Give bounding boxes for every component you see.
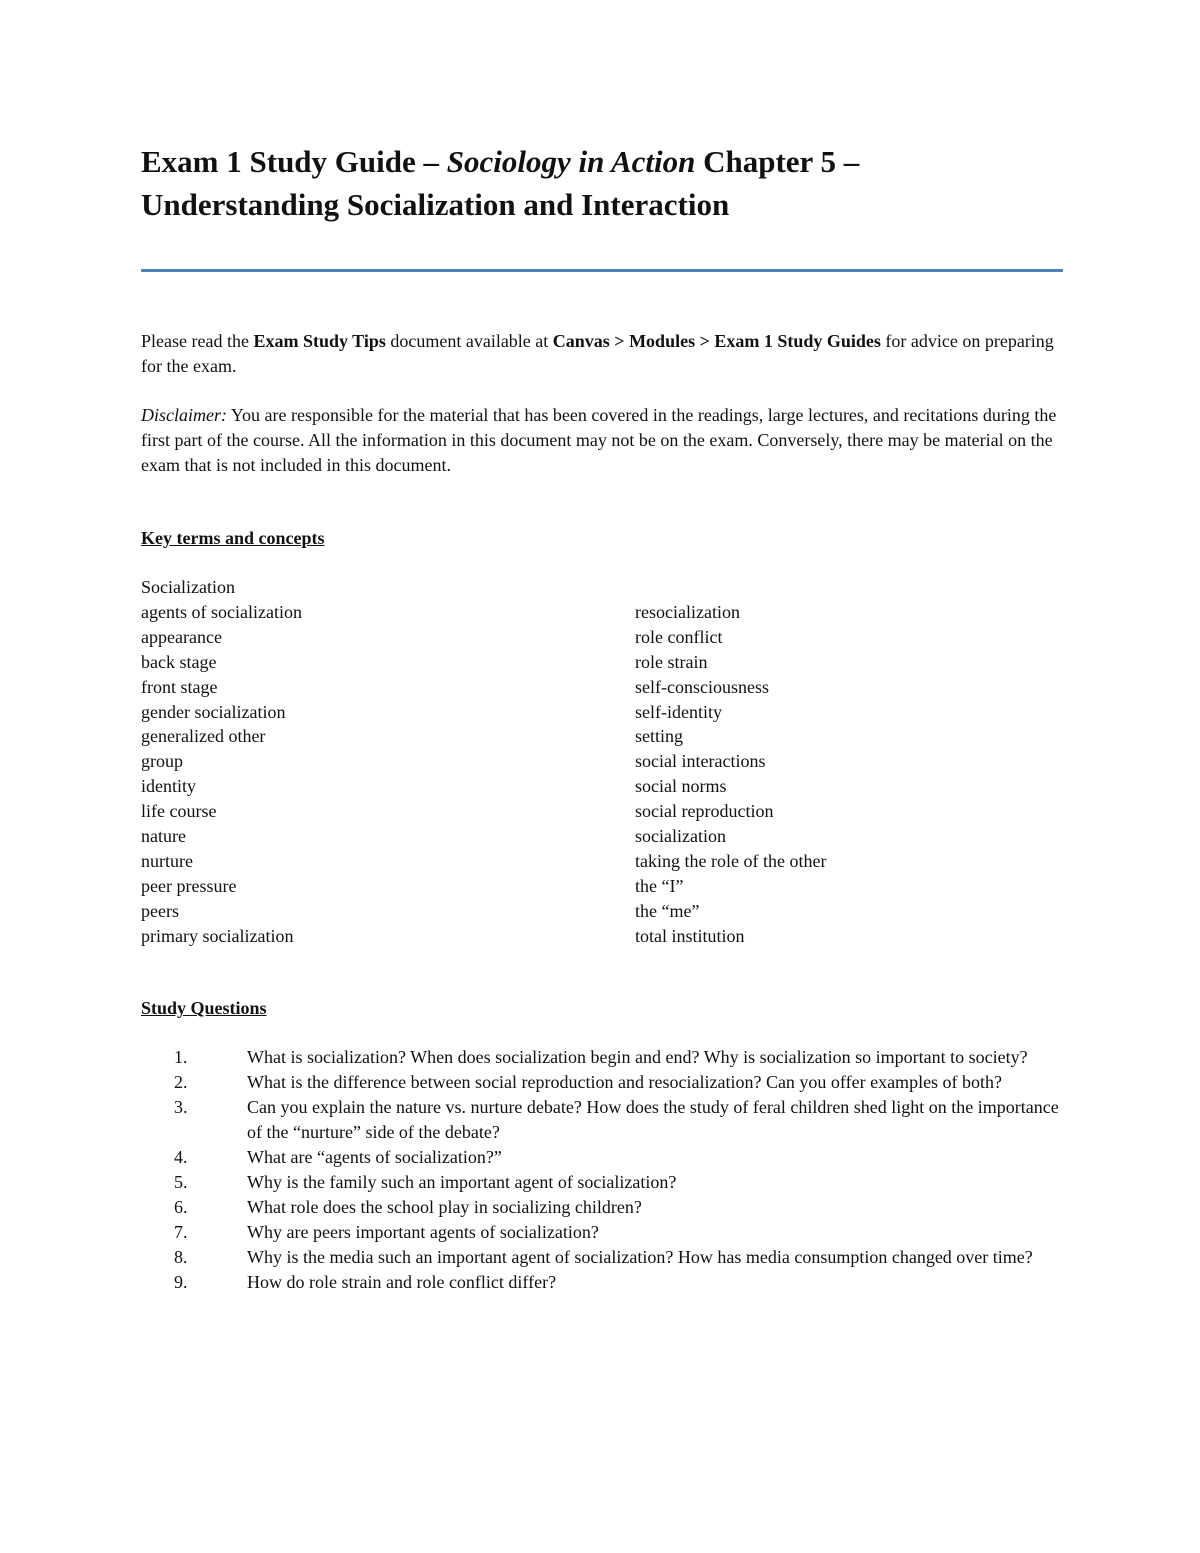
question-number: 8. xyxy=(174,1247,188,1268)
key-term: identity xyxy=(141,776,196,797)
question-text: Why are peers important agents of socialization? xyxy=(247,1222,599,1243)
key-term: gender socialization xyxy=(141,701,286,722)
study-question xyxy=(141,1070,1063,1095)
disclaimer-label: Disclaimer: xyxy=(141,405,227,425)
key-term: social reproduction xyxy=(635,801,774,822)
key-term: self-consciousness xyxy=(635,676,769,697)
title-book-name: Sociology in Action xyxy=(446,144,696,179)
key-terms-left-column xyxy=(141,600,635,948)
key-term: self-identity xyxy=(635,701,722,722)
intro-bold-doc-name: Exam Study Tips xyxy=(253,331,386,351)
key-term: nurture xyxy=(141,850,193,871)
title-part-1: Exam 1 Study Guide – xyxy=(141,144,447,179)
key-term: peer pressure xyxy=(141,875,237,896)
question-text: Why is the family such an important agent of socialization? xyxy=(247,1172,677,1193)
key-term: generalized other xyxy=(141,726,266,747)
key-terms-list xyxy=(141,575,1063,948)
question-number: 9. xyxy=(174,1272,188,1293)
study-question xyxy=(141,1270,1063,1295)
key-term: total institution xyxy=(635,925,745,946)
key-term: taking the role of the other xyxy=(635,850,827,871)
study-question xyxy=(141,1095,1063,1145)
key-term-first: Socialization xyxy=(141,577,235,597)
key-term: primary socialization xyxy=(141,925,294,946)
key-term: setting xyxy=(635,726,683,747)
key-term: socialization xyxy=(635,826,726,847)
key-term: resocialization xyxy=(635,602,740,622)
intro-text-2: document available at xyxy=(385,331,553,351)
question-text: Why is the media such an important agent of socialization? How has media consumption changed over time? xyxy=(247,1247,1033,1268)
key-term: the “me” xyxy=(635,900,700,921)
key-term: social norms xyxy=(635,776,727,797)
question-text: Can you explain the nature vs. nurture debate? How does the study of feral children shed light on the importance of the “nurture” side of the debate? xyxy=(247,1097,1059,1143)
key-term: role strain xyxy=(635,651,708,672)
document-title xyxy=(141,140,1063,226)
question-number: 5. xyxy=(174,1172,188,1193)
question-text: What are “agents of socialization?” xyxy=(247,1147,502,1168)
key-terms-right-column xyxy=(635,600,1063,948)
study-question xyxy=(141,1195,1063,1220)
title-divider xyxy=(141,269,1063,272)
study-question xyxy=(141,1045,1063,1070)
key-term: life course xyxy=(141,801,217,822)
study-questions-heading: Study Questions xyxy=(141,998,267,1019)
question-text: What is socialization? When does socialization begin and end? Why is socialization so important to society? xyxy=(247,1047,1028,1068)
question-number: 6. xyxy=(174,1197,188,1218)
study-question xyxy=(141,1170,1063,1195)
key-term: back stage xyxy=(141,651,217,672)
title-part-2: Chapter 5 – Understanding Socialization and Interaction xyxy=(141,144,860,222)
intro-bold-path: Canvas > Modules > Exam 1 Study Guides xyxy=(552,331,881,351)
question-number: 4. xyxy=(174,1147,188,1168)
key-terms-heading: Key terms and concepts xyxy=(141,528,325,548)
study-question xyxy=(141,1220,1063,1245)
key-term: appearance xyxy=(141,626,222,647)
document-page xyxy=(141,140,1063,1295)
question-text: What role does the school play in socializing children? xyxy=(247,1197,642,1218)
intro-text-1: Please read the xyxy=(141,331,254,351)
key-term: front stage xyxy=(141,676,218,697)
question-number: 1. xyxy=(174,1047,188,1068)
intro-text-3: for advice on preparing for the exam. xyxy=(141,331,1054,376)
key-term: social interactions xyxy=(635,751,766,772)
question-text: How do role strain and role conflict differ? xyxy=(247,1272,557,1293)
disclaimer-text: You are responsible for the material that has been covered in the readings, large lectures, and recitations during the first part of the course. All the information in this document may not be on the exam. Conversely, there may be material on the exam that is not included in this document. xyxy=(141,405,1057,475)
key-term: agents of socialization xyxy=(141,602,302,622)
key-terms-columns xyxy=(141,600,1063,948)
question-number: 3. xyxy=(174,1097,188,1118)
study-question xyxy=(141,1145,1063,1170)
disclaimer-paragraph xyxy=(141,403,1063,478)
key-term: role conflict xyxy=(635,626,723,647)
question-text: What is the difference between social reproduction and resocialization? Can you offer examples of both? xyxy=(247,1072,1003,1093)
key-term: nature xyxy=(141,826,186,847)
key-term: the “I” xyxy=(635,875,684,896)
intro-paragraph xyxy=(141,329,1063,379)
question-number: 7. xyxy=(174,1222,188,1243)
key-term: peers xyxy=(141,900,179,921)
study-questions-list xyxy=(141,1045,1063,1295)
study-question xyxy=(141,1245,1063,1270)
key-term: group xyxy=(141,751,183,772)
question-number: 2. xyxy=(174,1072,188,1093)
